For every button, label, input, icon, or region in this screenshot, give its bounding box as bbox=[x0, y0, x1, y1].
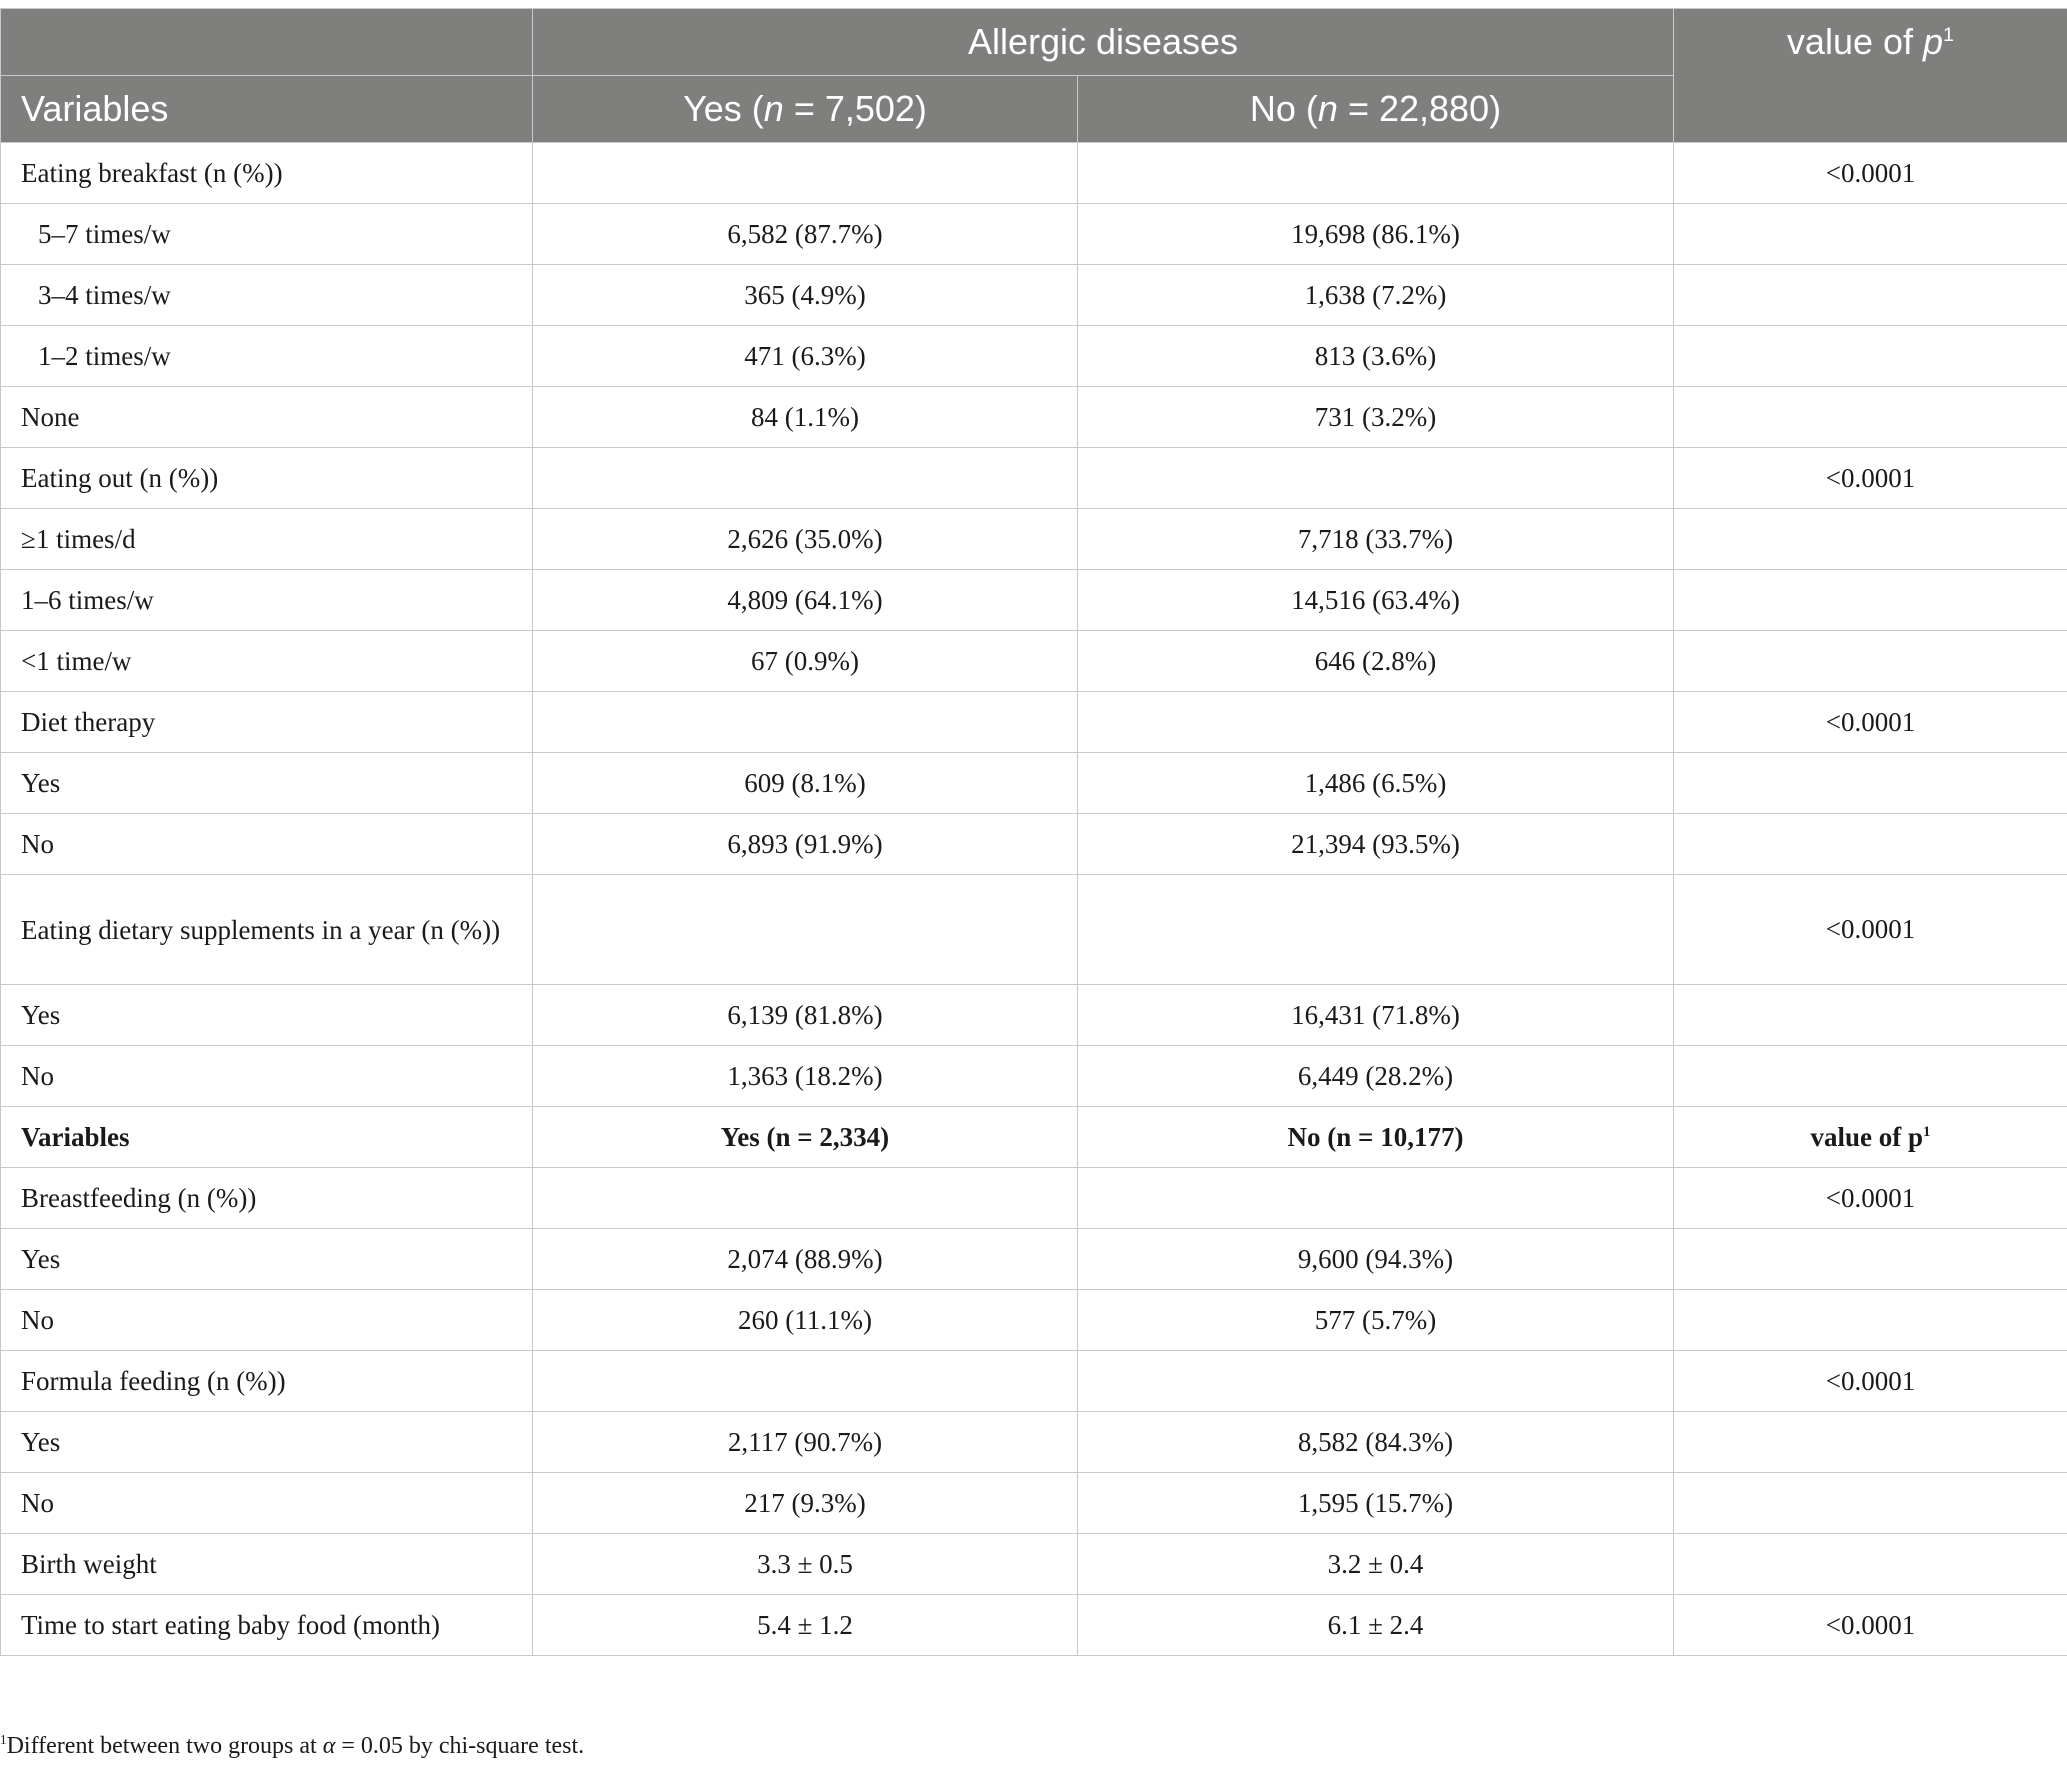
table-body bbox=[1, 143, 2067, 1656]
table-header bbox=[1, 9, 2067, 143]
table-row bbox=[1, 204, 2067, 265]
row-label: <1 time/w bbox=[1, 631, 533, 692]
table-row bbox=[1, 1412, 2067, 1473]
header-pvalue-var: p bbox=[1923, 21, 1944, 62]
subheader-pvalue bbox=[1674, 1107, 2067, 1168]
header-yes-count: = 7,502) bbox=[783, 88, 927, 129]
row-yes-value: 84 (1.1%) bbox=[533, 387, 1078, 448]
row-label: Yes bbox=[1, 753, 533, 814]
row-label: None bbox=[1, 387, 533, 448]
header-pvalue bbox=[1674, 9, 2067, 143]
row-label: Formula feeding (n (%)) bbox=[1, 1351, 533, 1412]
table-row bbox=[1, 631, 2067, 692]
header-yes bbox=[533, 76, 1078, 143]
table-row bbox=[1, 1229, 2067, 1290]
row-p-value bbox=[1674, 985, 2067, 1046]
row-no-value: 731 (3.2%) bbox=[1078, 387, 1674, 448]
row-p-value: <0.0001 bbox=[1674, 1595, 2067, 1656]
row-p-value bbox=[1674, 570, 2067, 631]
row-label: ≥1 times/d bbox=[1, 509, 533, 570]
row-no-value: 813 (3.6%) bbox=[1078, 326, 1674, 387]
row-label: 1–2 times/w bbox=[1, 326, 533, 387]
row-label: Yes bbox=[1, 985, 533, 1046]
header-no-count: = 22,880) bbox=[1337, 88, 1502, 129]
row-label: Yes bbox=[1, 1412, 533, 1473]
row-no-value: 21,394 (93.5%) bbox=[1078, 814, 1674, 875]
row-label: 1–6 times/w bbox=[1, 570, 533, 631]
row-p-value bbox=[1674, 1046, 2067, 1107]
row-p-value: <0.0001 bbox=[1674, 692, 2067, 753]
row-no-value bbox=[1078, 1168, 1674, 1229]
row-yes-value: 217 (9.3%) bbox=[533, 1473, 1078, 1534]
row-no-value: 1,595 (15.7%) bbox=[1078, 1473, 1674, 1534]
row-p-value: <0.0001 bbox=[1674, 1168, 2067, 1229]
table-row bbox=[1, 387, 2067, 448]
row-yes-value bbox=[533, 1168, 1078, 1229]
row-no-value: 1,486 (6.5%) bbox=[1078, 753, 1674, 814]
header-variables: Variables bbox=[1, 76, 533, 143]
row-p-value bbox=[1674, 753, 2067, 814]
row-p-value bbox=[1674, 265, 2067, 326]
header-pvalue-sup: 1 bbox=[1943, 24, 1955, 46]
row-label: Yes bbox=[1, 1229, 533, 1290]
header-yes-prefix: Yes ( bbox=[683, 88, 764, 129]
subheader-no: No (n = 10,177) bbox=[1078, 1107, 1674, 1168]
row-no-value: 14,516 (63.4%) bbox=[1078, 570, 1674, 631]
table-row bbox=[1, 1290, 2067, 1351]
table-footnote bbox=[0, 1733, 584, 1760]
row-label: Eating dietary supplements in a year (n (%)) bbox=[1, 875, 533, 985]
row-yes-value: 6,582 (87.7%) bbox=[533, 204, 1078, 265]
table-row bbox=[1, 692, 2067, 753]
row-no-value: 8,582 (84.3%) bbox=[1078, 1412, 1674, 1473]
row-yes-value bbox=[533, 448, 1078, 509]
row-no-value: 9,600 (94.3%) bbox=[1078, 1229, 1674, 1290]
table-row bbox=[1, 448, 2067, 509]
row-no-value: 7,718 (33.7%) bbox=[1078, 509, 1674, 570]
table-row bbox=[1, 875, 2067, 985]
row-p-value: <0.0001 bbox=[1674, 1351, 2067, 1412]
row-no-value: 6,449 (28.2%) bbox=[1078, 1046, 1674, 1107]
table-row bbox=[1, 1473, 2067, 1534]
subheader-variables: Variables bbox=[1, 1107, 533, 1168]
row-yes-value: 2,117 (90.7%) bbox=[533, 1412, 1078, 1473]
footnote-marker: 1 bbox=[0, 1732, 7, 1747]
row-label: Breastfeeding (n (%)) bbox=[1, 1168, 533, 1229]
row-label: Eating breakfast (n (%)) bbox=[1, 143, 533, 204]
row-yes-value: 4,809 (64.1%) bbox=[533, 570, 1078, 631]
row-no-value: 19,698 (86.1%) bbox=[1078, 204, 1674, 265]
table-row bbox=[1, 509, 2067, 570]
header-pvalue-label: value of bbox=[1786, 21, 1924, 62]
row-no-value bbox=[1078, 1351, 1674, 1412]
row-no-value: 1,638 (7.2%) bbox=[1078, 265, 1674, 326]
footnote-alpha: α bbox=[322, 1733, 336, 1759]
row-p-value bbox=[1674, 204, 2067, 265]
table-row bbox=[1, 143, 2067, 204]
row-p-value bbox=[1674, 1229, 2067, 1290]
row-yes-value: 6,893 (91.9%) bbox=[533, 814, 1078, 875]
row-p-value: <0.0001 bbox=[1674, 448, 2067, 509]
row-label: No bbox=[1, 1046, 533, 1107]
table-container bbox=[0, 8, 2067, 1656]
row-yes-value bbox=[533, 692, 1078, 753]
table-row bbox=[1, 753, 2067, 814]
row-p-value bbox=[1674, 1290, 2067, 1351]
table-row bbox=[1, 1351, 2067, 1412]
row-yes-value: 260 (11.1%) bbox=[533, 1290, 1078, 1351]
row-label: Time to start eating baby food (month) bbox=[1, 1595, 533, 1656]
table-row bbox=[1, 1595, 2067, 1656]
row-p-value bbox=[1674, 1412, 2067, 1473]
row-p-value bbox=[1674, 387, 2067, 448]
row-label: Diet therapy bbox=[1, 692, 533, 753]
allergic-diseases-table bbox=[0, 8, 2067, 1656]
row-label: No bbox=[1, 814, 533, 875]
row-p-value bbox=[1674, 1534, 2067, 1595]
table-row bbox=[1, 985, 2067, 1046]
row-label: No bbox=[1, 1290, 533, 1351]
header-blank-cell bbox=[1, 9, 533, 76]
header-row-1 bbox=[1, 9, 2067, 76]
row-yes-value: 3.3 ± 0.5 bbox=[533, 1534, 1078, 1595]
table-row bbox=[1, 814, 2067, 875]
row-yes-value: 6,139 (81.8%) bbox=[533, 985, 1078, 1046]
table-row bbox=[1, 265, 2067, 326]
row-yes-value: 67 (0.9%) bbox=[533, 631, 1078, 692]
row-no-value: 3.2 ± 0.4 bbox=[1078, 1534, 1674, 1595]
row-yes-value: 2,626 (35.0%) bbox=[533, 509, 1078, 570]
row-no-value: 646 (2.8%) bbox=[1078, 631, 1674, 692]
row-no-value: 577 (5.7%) bbox=[1078, 1290, 1674, 1351]
row-label: 3–4 times/w bbox=[1, 265, 533, 326]
row-yes-value: 609 (8.1%) bbox=[533, 753, 1078, 814]
header-group-title: Allergic diseases bbox=[533, 9, 1674, 76]
row-label: Eating out (n (%)) bbox=[1, 448, 533, 509]
footnote-text-before: Different between two groups at bbox=[6, 1733, 323, 1759]
subheader-row bbox=[1, 1107, 2067, 1168]
header-yes-n: n bbox=[763, 88, 784, 129]
row-p-value bbox=[1674, 631, 2067, 692]
row-label: No bbox=[1, 1473, 533, 1534]
row-yes-value: 2,074 (88.9%) bbox=[533, 1229, 1078, 1290]
row-no-value: 16,431 (71.8%) bbox=[1078, 985, 1674, 1046]
row-yes-value: 1,363 (18.2%) bbox=[533, 1046, 1078, 1107]
row-p-value: <0.0001 bbox=[1674, 875, 2067, 985]
row-yes-value bbox=[533, 875, 1078, 985]
subheader-pvalue-label: value of p bbox=[1810, 1121, 1924, 1152]
table-row bbox=[1, 326, 2067, 387]
subheader-yes: Yes (n = 2,334) bbox=[533, 1107, 1078, 1168]
header-no-n: n bbox=[1317, 88, 1338, 129]
row-p-value bbox=[1674, 509, 2067, 570]
table-row bbox=[1, 570, 2067, 631]
header-no-prefix: No ( bbox=[1249, 88, 1318, 129]
row-yes-value: 5.4 ± 1.2 bbox=[533, 1595, 1078, 1656]
row-no-value: 6.1 ± 2.4 bbox=[1078, 1595, 1674, 1656]
subheader-pvalue-sup: 1 bbox=[1923, 1123, 1931, 1140]
row-yes-value: 365 (4.9%) bbox=[533, 265, 1078, 326]
row-label: 5–7 times/w bbox=[1, 204, 533, 265]
row-p-value: <0.0001 bbox=[1674, 143, 2067, 204]
row-p-value bbox=[1674, 814, 2067, 875]
table-row bbox=[1, 1534, 2067, 1595]
row-p-value bbox=[1674, 1473, 2067, 1534]
header-no bbox=[1078, 76, 1674, 143]
row-yes-value: 471 (6.3%) bbox=[533, 326, 1078, 387]
row-yes-value bbox=[533, 1351, 1078, 1412]
table-row bbox=[1, 1046, 2067, 1107]
row-yes-value bbox=[533, 143, 1078, 204]
table-row bbox=[1, 1168, 2067, 1229]
row-no-value bbox=[1078, 143, 1674, 204]
footnote-text-after: = 0.05 by chi-square test. bbox=[335, 1733, 585, 1759]
row-no-value bbox=[1078, 448, 1674, 509]
row-p-value bbox=[1674, 326, 2067, 387]
row-label: Birth weight bbox=[1, 1534, 533, 1595]
row-no-value bbox=[1078, 692, 1674, 753]
row-no-value bbox=[1078, 875, 1674, 985]
